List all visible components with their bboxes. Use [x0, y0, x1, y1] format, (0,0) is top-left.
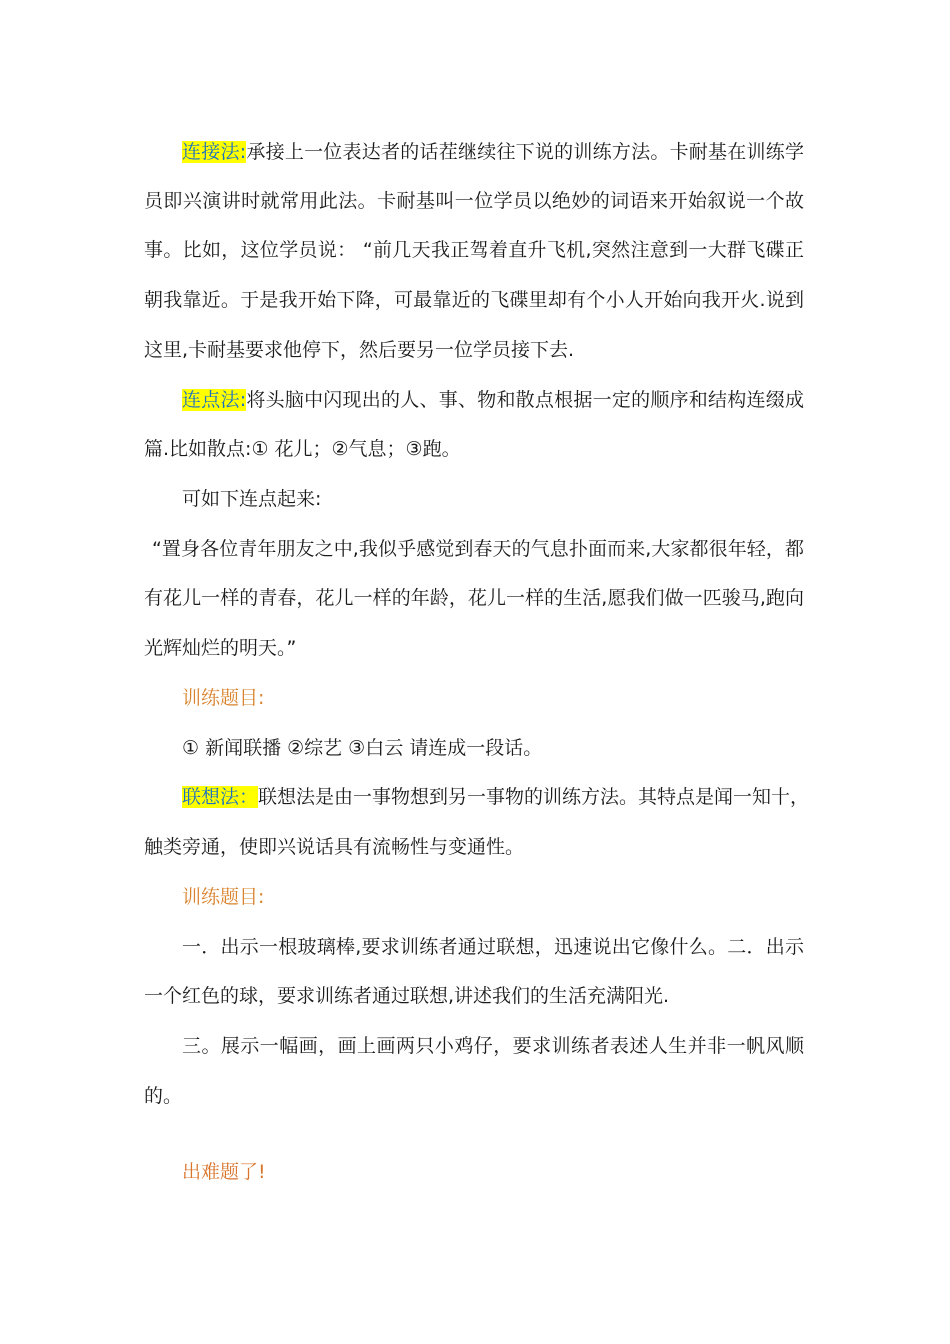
p1-line1: 连接法:承接上一位表达者的话茬继续往下说的训练方法。卡耐基在训练学 — [182, 141, 804, 163]
p10-line2: 的。 — [144, 1085, 183, 1107]
section-heading-training-2: 训练题目: — [182, 886, 265, 908]
p2-line1: 连点法:将头脑中闪现出的人、事、物和散点根据一定的顺序和结构连缀成 — [182, 389, 804, 411]
p6-line1: ① 新闻联播 ②综艺 ③白云 请连成一段话。 — [182, 737, 543, 759]
p2-line2: 篇.比如散点:① 花儿；②气息；③跑。 — [144, 438, 461, 460]
p3-line1: 可如下连点起来: — [182, 488, 322, 510]
section-heading-challenge: 出难题了! — [182, 1161, 266, 1183]
term-lianjiefa: 连接法: — [182, 141, 247, 163]
p7-line2: 触类旁通，使即兴说话具有流畅性与变通性。 — [144, 836, 525, 858]
term-lianxiangfa: 联想法： — [182, 786, 259, 808]
p10-line1: 三。展示一幅画，画上画两只小鸡仔，要求训练者表述人生并非一帆风顺 — [182, 1035, 804, 1057]
section-heading-training-1: 训练题目: — [182, 687, 265, 709]
quote-line1: “置身各位青年朋友之中,我似乎感觉到春天的气息扑面而来,大家都很年轻，都 — [152, 538, 804, 560]
quote-line2: 有花儿一样的青春，花儿一样的年龄，花儿一样的生活,愿我们做一匹骏马,跑向 — [144, 587, 804, 609]
quote-line3: 光辉灿烂的明天。” — [144, 637, 297, 659]
p1-line4: 朝我靠近。于是我开始下降，可最靠近的飞碟里却有个小人开始向我开火.说到 — [144, 289, 804, 311]
p9-line2: 一个红色的球，要求训练者通过联想,讲述我们的生活充满阳光. — [144, 985, 670, 1007]
p1-line2: 员即兴演讲时就常用此法。卡耐基叫一位学员以绝妙的词语来开始叙说一个故 — [144, 190, 804, 212]
p1-line5: 这里,卡耐基要求他停下，然后要另一位学员接下去. — [144, 339, 575, 361]
p9-line1: 一．出示一根玻璃棒,要求训练者通过联想，迅速说出它像什么。二．出示 — [182, 936, 804, 958]
term-liandianfa: 连点法: — [182, 389, 247, 411]
p1-line3: 事。比如，这位学员说： “前几天我正驾着直升飞机,突然注意到一大群飞碟正 — [144, 239, 804, 261]
p7-line1: 联想法：联想法是由一事物想到另一事物的训练方法。其特点是闻一知十， — [182, 786, 810, 808]
